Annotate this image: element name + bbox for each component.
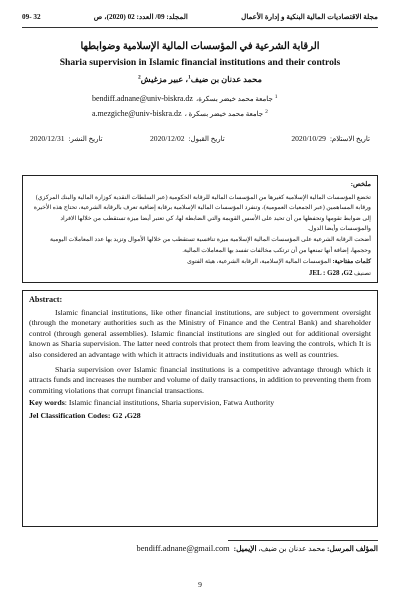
article-title-english: Sharia supervision in Islamic financial institutions and their controls (59, 57, 341, 68)
abstract-arabic-heading: ملخص: (350, 181, 371, 188)
author-2-marker: 2 (138, 74, 141, 81)
article-title-arabic: الرقابة الشرعية في المؤسسات المالية الإسلامية وضوابطها (80, 41, 320, 52)
abstract-english-paragraph-1: Islamic financial institutions, like other financial institutions, are subject to government oversight (through the monetary authorities such as the Ministry of Finance and the Central Bank) and shareholder control (through general assemblies). Islamic financial institutions are singled out for additional oversight known as Sharia supervision. The latter need controls that protect them from leaving the controls, which It is also considered an advantage with which it attracts individuals and institutions as well as countries. (29, 307, 371, 359)
abstract-arabic-jel-codes: JEL : G28 ،G2 (308, 268, 353, 277)
footnote-label: المؤلف المرسل: (326, 544, 378, 553)
abstract-arabic-jel-label: تصنيف (354, 270, 371, 277)
affiliation-1-email[interactable]: bendiff.adnane@univ-biskra.dz (92, 94, 193, 103)
abstract-arabic-keywords (29, 257, 371, 268)
abstract-english (22, 290, 378, 527)
abstract-arabic (22, 175, 378, 283)
abstract-arabic-keywords-label: كلمات مفتاحية: (332, 259, 371, 266)
author-1-name: محمد عدنان بن ضيف (190, 75, 262, 84)
header-journal-name: مجلة الاقتصاديات المالية البنكية و إدارة الأعمال (241, 13, 378, 21)
accepted-date-value: 2020/12/02 (150, 134, 185, 143)
published-date (30, 134, 103, 143)
abstract-english-heading: Abstract: (29, 295, 63, 304)
footnote-author: محمد عدنان بن ضيف، (256, 544, 327, 553)
published-date-label: تاريخ النشر: (68, 135, 103, 143)
author-2-name: عبير مزغيش (140, 75, 184, 84)
received-date (291, 134, 370, 143)
page-number: 9 (198, 580, 202, 589)
abstract-english-keywords-label: Key words (29, 398, 65, 408)
abstract-english-jel-codes: G2 ،G28 (110, 410, 141, 420)
footnote-email[interactable]: bendiff.adnane@gmail.com (136, 544, 230, 553)
accepted-date-label: تاريخ القبول: (188, 135, 225, 143)
abstract-english-jel (29, 411, 371, 422)
header-divider (22, 27, 378, 28)
affiliation-1 (92, 94, 278, 103)
abstract-arabic-paragraph-2: أضحت الرقابة الشرعية على المؤسسات المالية الإسلامية ميزة تنافسية تستقطب من خلالها الأموال وتزيد بها عدد المعاملات اليومية وحجمها، إضافة أنها تمنعها من أن ترتكب مخالفات تفسد بها المعاملات المالية. (50, 236, 371, 254)
accepted-date (150, 134, 225, 143)
header-pages: 09- 32 (22, 12, 41, 21)
abstract-english-jel-label: Jel Classification Codes: (29, 410, 111, 420)
journal-header (22, 12, 378, 21)
author-1-marker: 1 (187, 74, 191, 81)
article-dates (30, 134, 370, 146)
corresponding-author-footnote (110, 544, 378, 553)
affiliation-1-number: 1 (274, 94, 278, 100)
affiliation-2 (92, 109, 268, 118)
author-list (30, 74, 370, 84)
abstract-english-paragraph-2: Sharia supervision over Islamic financial institutions is a competitive advantage through which it attracts funds and increases the number and volume of daily transactions, in addition to preventing them from commiting violations that corrupt financial transactions. (29, 364, 371, 395)
affiliation-2-email[interactable]: a.mezgiche@univ-biskra.dz (92, 109, 182, 118)
affiliation-2-institution: جامعة محمد خيضر بسكرة ، (184, 110, 264, 118)
published-date-value: 2020/12/31 (30, 134, 65, 143)
abstract-english-keywords-text: : Islamic financial institutions, Sharia supervision, Fatwa Authority (64, 398, 275, 408)
author-separator: ، (183, 75, 188, 84)
abstract-arabic-keywords-text: المؤسسات المالية الإسلامية، الرقابة الشرعية، هيئة الفتوى (187, 259, 331, 266)
received-date-value: 2020/10/29 (291, 134, 326, 143)
received-date-label: تاريخ الاستلام: (329, 135, 370, 143)
footnote-email-label: الإيميل: (233, 544, 257, 553)
header-volume-issue: المجلد: 09/ العدد: 02 (2020)، ص (93, 13, 188, 21)
footnote-divider (228, 540, 378, 541)
affiliation-2-number: 2 (265, 109, 268, 115)
affiliation-1-institution: جامعة محمد خيضر بسكرة، (195, 95, 273, 103)
abstract-english-keywords (29, 398, 371, 409)
abstract-arabic-paragraph-1: تخضع المؤسسات المالية الإسلامية كغيرها من المؤسسات المالية للرقابة الحكومية (عبر السلطات النقدية كوزارة المالية والبنك المركزي) ورقابة المساهمين (عبر الجمعيات العمومية)، وتنفرد المؤسسات المالية الإسلامية برقابة إضافية تعرف بالرقابة الشرعية، تحتاج هذه الأخيرة إلى ضوابط تقومها وتحفظها من أن تحيد على الأسس القويمة والتي الضابطة لها، كي تعتبر أيضا ميزة تستقطب من خلالها الافراد والمؤسسات وأيضا الدول. (33, 194, 371, 233)
abstract-arabic-jel (29, 268, 371, 280)
footnote-label-group (234, 544, 378, 553)
